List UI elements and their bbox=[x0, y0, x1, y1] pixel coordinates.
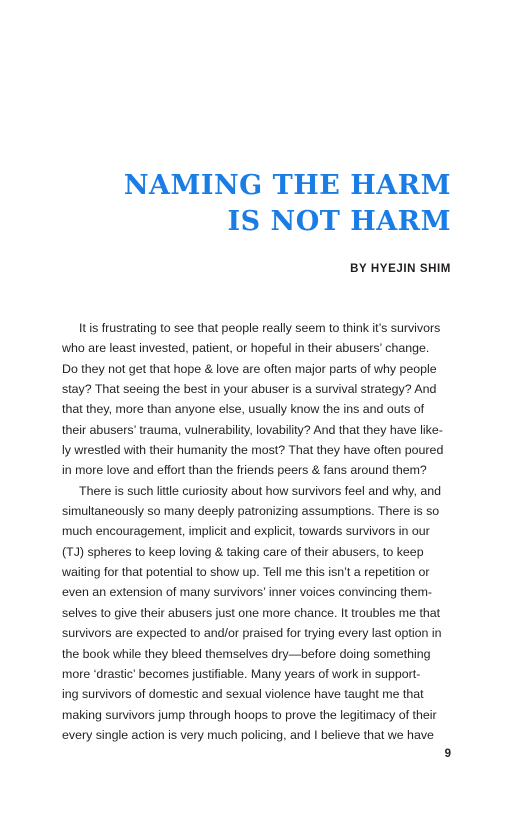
paragraph-1-line: Do they not get that hope & love are often major parts of why people bbox=[62, 361, 437, 376]
paragraph-2-line: waiting for that potential to show up. Tell me this isn’t a repetition or bbox=[62, 565, 430, 580]
paragraph-2-line: every single action is very much policing, and I believe that we have bbox=[62, 727, 434, 742]
paragraph-2-line: simultaneously so many deeply patronizing assumptions. There is so bbox=[62, 504, 440, 519]
paragraph-1-line: in more love and effort than the friends peers & fans around them? bbox=[62, 463, 427, 478]
paragraph-1-line: ly wrestled with their humanity the most? That they have often poured bbox=[62, 443, 444, 458]
paragraph-1-line: who are least invested, patient, or hopeful in their abusers’ change. bbox=[62, 341, 430, 356]
paragraph-2-line: even an extension of many survivors’ inner voices convincing them- bbox=[62, 585, 433, 600]
paragraph-1-line: that they, more than anyone else, usually know the ins and outs of bbox=[62, 402, 425, 417]
paragraph-2-line: survivors are expected to and/or praised for trying every last option in bbox=[62, 626, 442, 641]
paragraph-2-line: the book while they bleed themselves dry—before doing something bbox=[62, 646, 431, 661]
paragraph-2-line: (TJ) spheres to keep loving & taking care of their abusers, to keep bbox=[62, 544, 424, 559]
page-number: 9 bbox=[444, 748, 451, 760]
paragraph-1-line: their abusers’ trauma, vulnerability, lovability? And that they have like- bbox=[62, 422, 443, 437]
paragraph-1-line: It is frustrating to see that people really seem to think it’s survivors bbox=[79, 321, 441, 335]
chapter-title bbox=[124, 168, 451, 240]
paragraph-2-line: There is such little curiosity about how survivors feel and why, and bbox=[79, 483, 442, 498]
paragraph-2-line: making survivors jump through hoops to prove the legitimacy of their bbox=[62, 707, 437, 722]
paragraph-2-line: more ‘drastic’ becomes justifiable. Many years of work in support- bbox=[62, 666, 421, 681]
paragraph-2-line: ing survivors of domestic and sexual violence have taught me that bbox=[62, 687, 424, 702]
paragraph-2-line: selves to give their abusers just one more chance. It troubles me that bbox=[62, 605, 441, 620]
chapter-title-line-1: NAMING THE HARM bbox=[123, 170, 451, 201]
paragraph-2-line: much encouragement, implicit and explicit, towards survivors in our bbox=[62, 524, 430, 539]
author-byline: BY HYEJIN SHIM bbox=[350, 263, 451, 275]
chapter-title-line-2: IS NOT HARM bbox=[227, 206, 451, 237]
paragraph-1-line: stay? That seeing the best in your abuser is a survival strategy? And bbox=[62, 382, 437, 397]
body-text bbox=[62, 318, 452, 745]
